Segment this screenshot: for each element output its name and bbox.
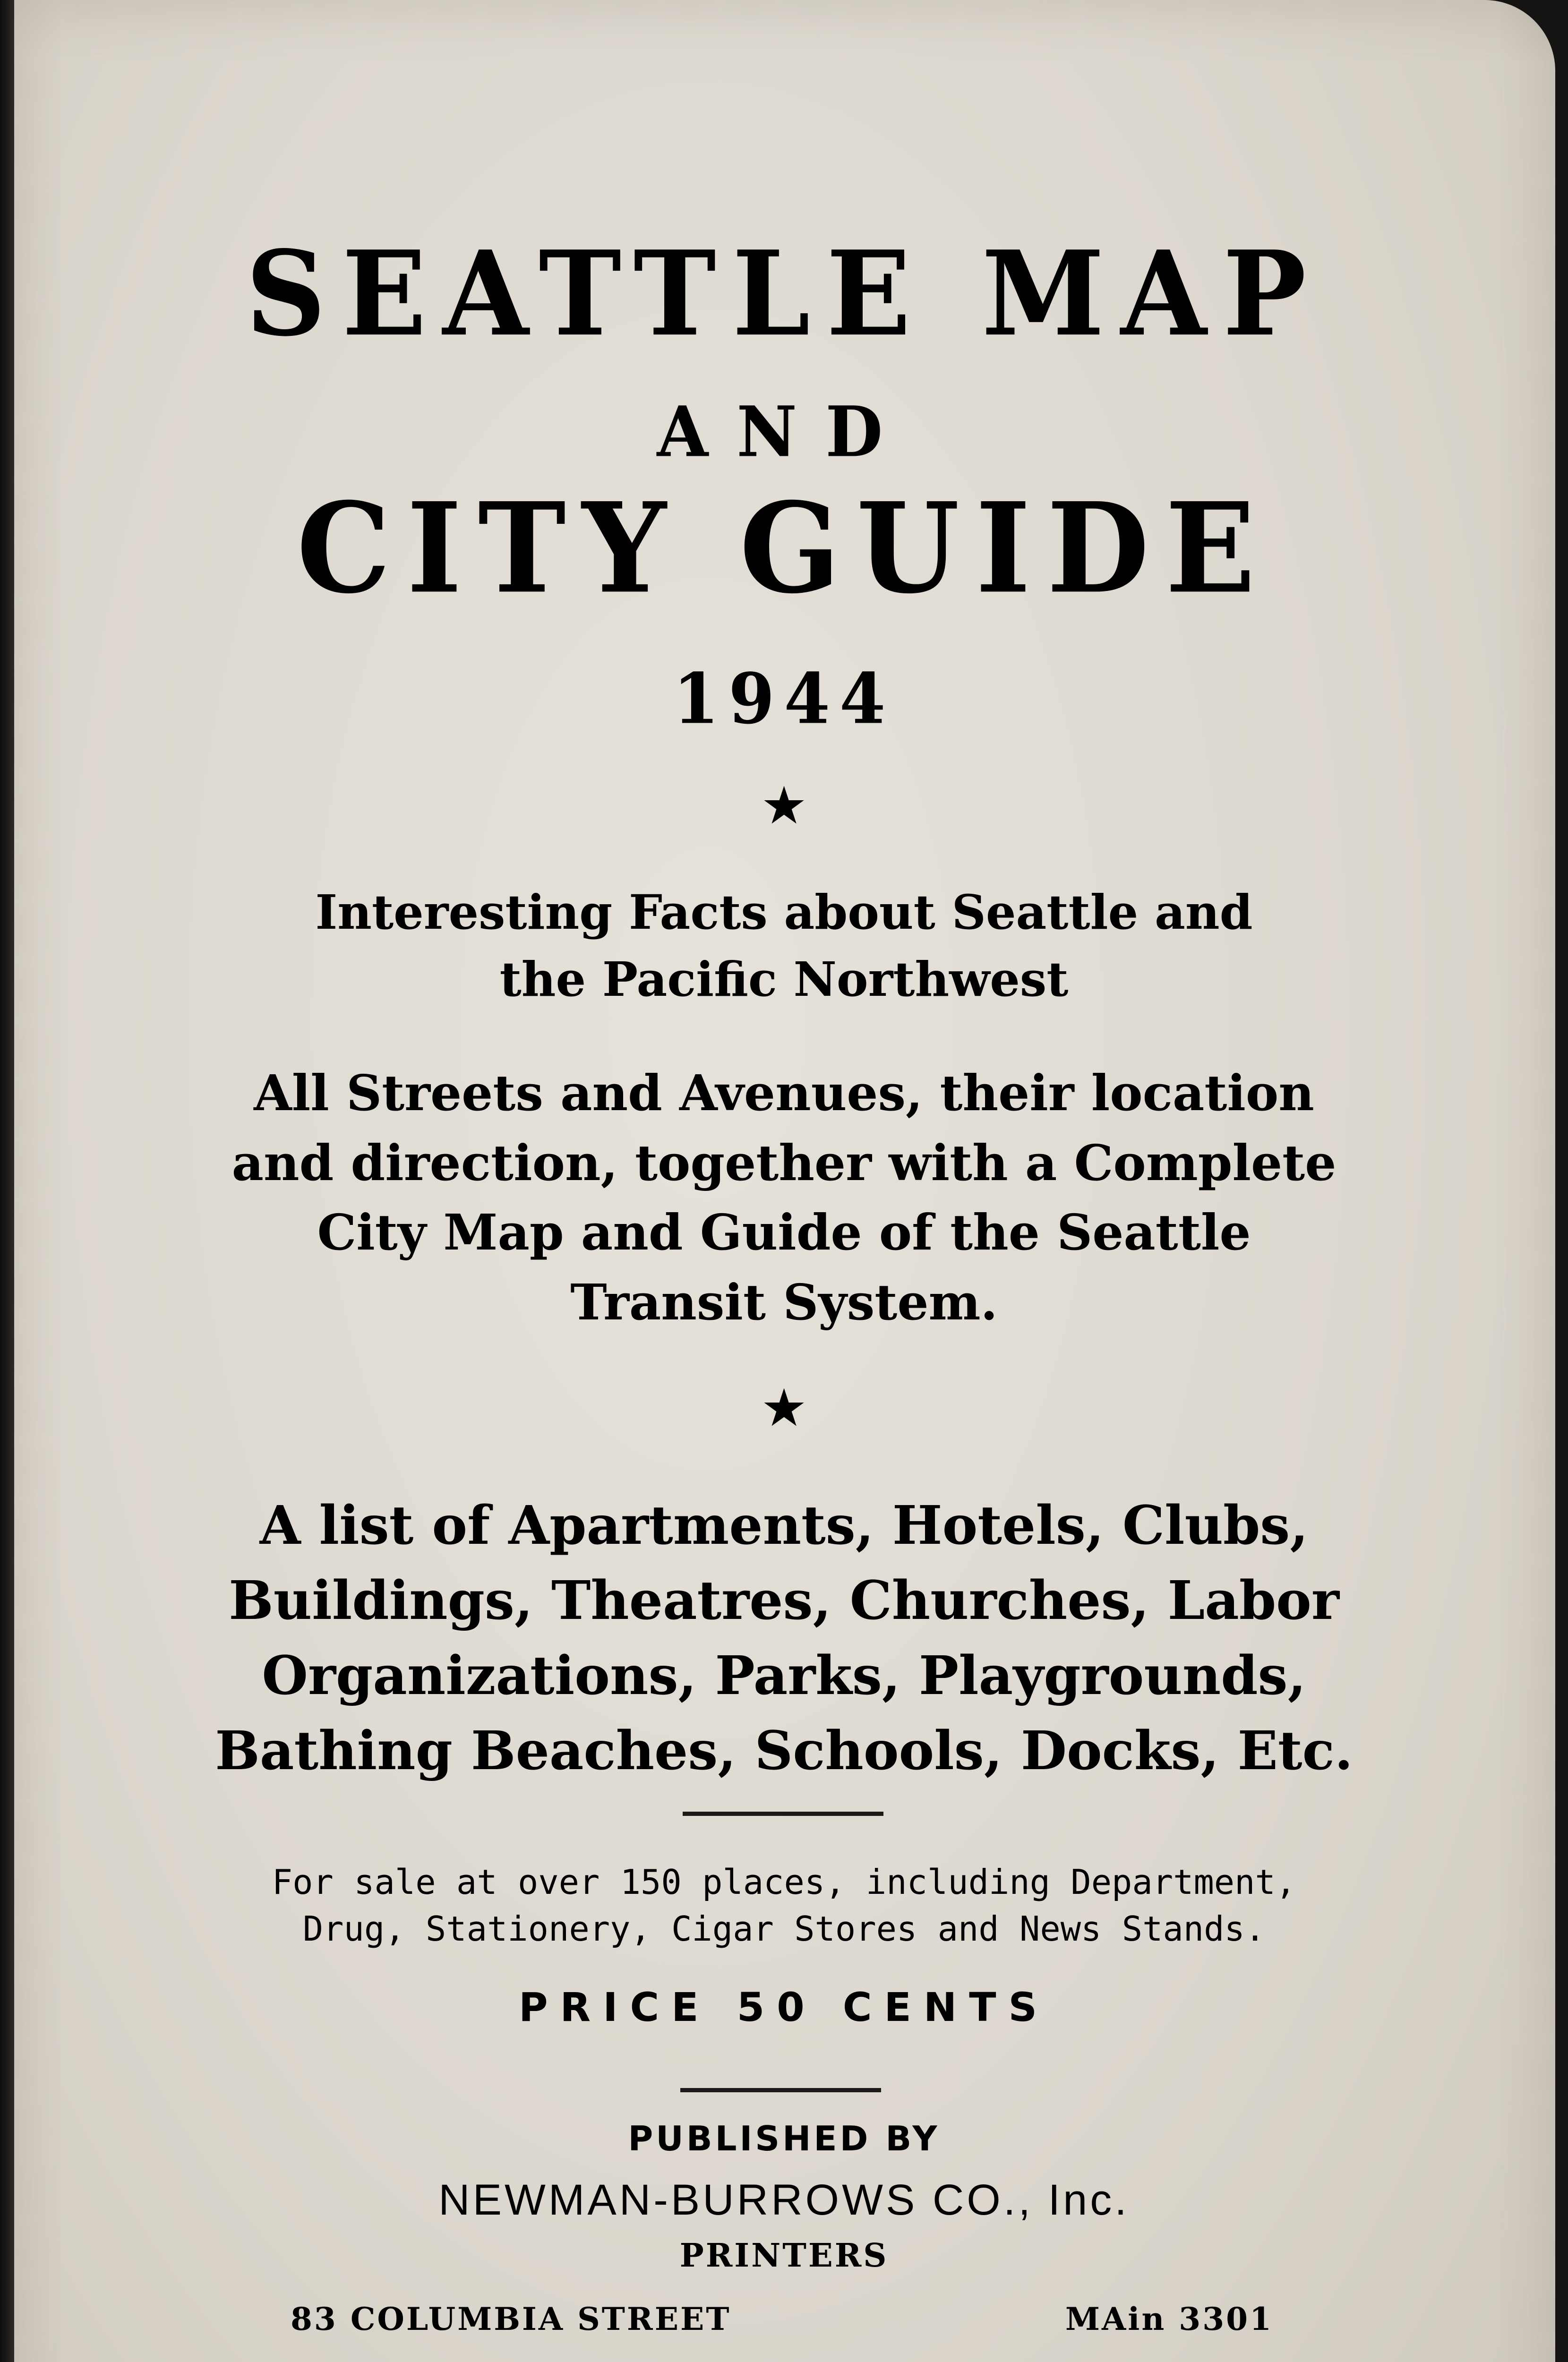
listing-paragraph: [0, 1488, 1568, 1789]
streets-line: City Map and Guide of the Seattle: [317, 1203, 1251, 1262]
published-by-label: PUBLISHED BY: [628, 2119, 940, 2158]
publisher-trade: PRINTERS: [679, 2237, 889, 2275]
publisher-address: 83 COLUMBIA STREET: [291, 2301, 731, 2337]
facts-paragraph: [0, 879, 1568, 1013]
facts-line: the Pacific Northwest: [499, 951, 1069, 1007]
sale-line: For sale at over 150 places, including Department,: [272, 1862, 1296, 1902]
facts-line: Interesting Facts about Seattle and: [315, 884, 1253, 940]
streets-line: and direction, together with a Complete: [231, 1133, 1337, 1192]
divider-rule: [683, 1812, 883, 1816]
union-label-icon: [711, 2357, 839, 2362]
title-line-seattle-map: SEATTLE MAP: [245, 225, 1322, 362]
star-icon: ★: [761, 1378, 807, 1438]
listing-line: Buildings, Theatres, Churches, Labor: [229, 1570, 1339, 1632]
price-label: PRICE 50 CENTS: [518, 1984, 1050, 2030]
divider-rule: [680, 2088, 881, 2092]
publisher-name: NEWMAN-BURROWS CO., Inc.: [438, 2176, 1130, 2224]
sale-note: [0, 1859, 1568, 1953]
publisher-phone: MAin 3301: [1065, 2301, 1273, 2337]
streets-line: Transit System.: [570, 1273, 998, 1332]
star-icon: ★: [761, 775, 807, 836]
title-line-city-guide: CITY GUIDE: [296, 475, 1272, 621]
title-line-and: AND: [657, 391, 911, 473]
streets-paragraph: [0, 1058, 1568, 1337]
listing-line: A list of Apartments, Hotels, Clubs,: [259, 1495, 1309, 1557]
title-year: 1944: [673, 658, 895, 740]
listing-line: Bathing Beaches, Schools, Docks, Etc.: [215, 1720, 1353, 1782]
streets-line: All Streets and Avenues, their location: [254, 1064, 1314, 1122]
listing-line: Organizations, Parks, Playgrounds,: [262, 1645, 1306, 1707]
sale-line: Drug, Stationery, Cigar Stores and News Stands.: [302, 1909, 1266, 1949]
